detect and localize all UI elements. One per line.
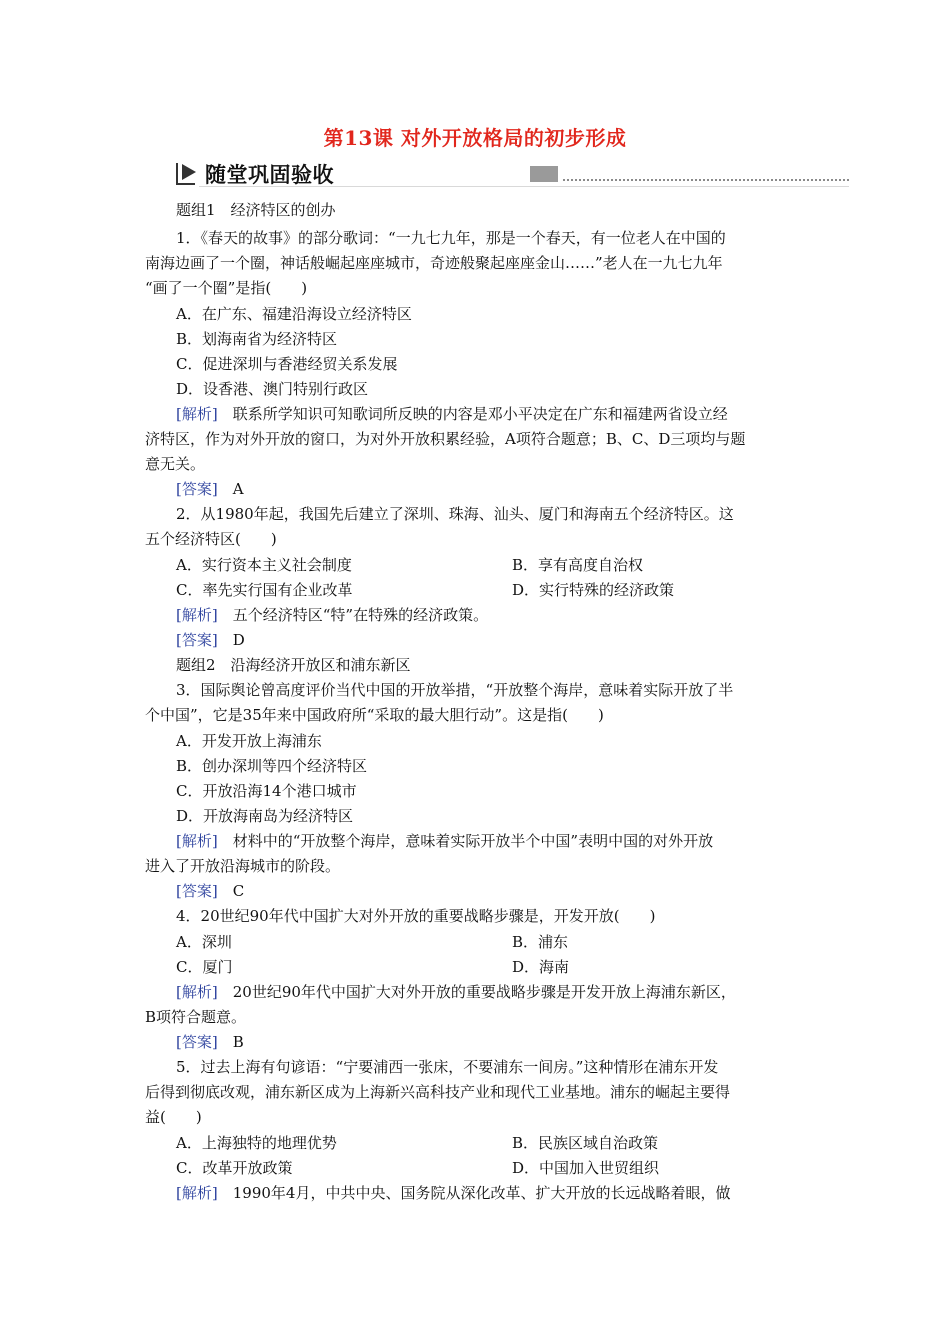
q5-option: A．上海独特的地理优势: [176, 1134, 337, 1152]
q5-option: D．中国加入世贸组织: [512, 1159, 660, 1177]
analysis-tag: [解析]: [176, 983, 218, 1001]
q1-option: B．划海南省为经济特区: [176, 330, 338, 348]
analysis-tag: [解析]: [176, 1184, 218, 1202]
q2-option: B．享有高度自治权: [512, 556, 644, 574]
q4-stem-line: 4．20世纪90年代中国扩大对外开放的重要战略步骤是，开发开放( ): [176, 907, 656, 925]
q1-answer: [176, 479, 244, 499]
analysis-tag: [解析]: [176, 405, 218, 423]
q3-option: D．开放海南岛为经济特区: [176, 807, 354, 825]
q2-option: C．率先实行国有企业改革: [176, 581, 353, 599]
q5-stem-line: 后得到彻底改观，浦东新区成为上海新兴高科技产业和现代工业基地。浦东的崛起主要得: [145, 1083, 731, 1101]
q1-option: D．设香港、澳门特别行政区: [176, 380, 369, 398]
q2-answer: [176, 630, 245, 650]
group-heading-1: 题组1 经济特区的创办: [176, 201, 336, 219]
q4-analysis-line: B项符合题意。: [145, 1008, 247, 1026]
q2-analysis-text: 五个经济特区“特”在特殊的经济政策。: [232, 606, 489, 624]
q3-stem-line: 3．国际舆论曾高度评价当代中国的开放举措，“开放整个海岸，意味着实际开放了半: [176, 681, 734, 699]
q4-answer-value: B: [232, 1033, 244, 1051]
q3-analysis: [176, 831, 713, 851]
banner-gray-block: [530, 166, 558, 182]
answer-tag: [答案]: [176, 1033, 218, 1051]
banner-underline: [199, 186, 849, 187]
section-banner-title: 随堂巩固验收: [205, 163, 334, 187]
q1-stem-line: 南海边画了一个圈，神话般崛起座座城市，奇迹般聚起座座金山……”老人在一九七九年: [145, 254, 723, 272]
q3-analysis-text: 材料中的“开放整个海岸，意味着实际开放半个中国”表明中国的对外开放: [232, 832, 714, 850]
q4-analysis-text: 20世纪90年代中国扩大对外开放的重要战略步骤是开发开放上海浦东新区，: [232, 983, 736, 1001]
q3-stem-line: 个中国”，它是35年来中国政府所“采取的最大胆行动”。这是指( ): [145, 706, 604, 724]
q1-analysis-line: 济特区，作为对外开放的窗口，为对外开放积累经验，A项符合题意；B、C、D三项均与题: [145, 430, 746, 448]
q4-answer: [176, 1032, 244, 1052]
q2-option: A．实行资本主义社会制度: [176, 556, 352, 574]
q3-answer-value: C: [232, 882, 245, 900]
q2-stem-line: 五个经济特区( ): [145, 530, 277, 548]
q3-option: B．创办深圳等四个经济特区: [176, 757, 368, 775]
q5-stem-line: 5．过去上海有句谚语：“宁要浦西一张床，不要浦东一间房。”这种情形在浦东开发: [176, 1058, 719, 1076]
play-arrow-icon: [175, 160, 199, 186]
q4-option: B．浦东: [512, 933, 569, 951]
q4-option: A．深圳: [176, 933, 232, 951]
q5-analysis-text: 1990年4月，中共中央、国务院从深化改革、扩大开放的长远战略着眼，做: [232, 1184, 731, 1202]
group-heading-2: 题组2 沿海经济开放区和浦东新区: [176, 656, 411, 674]
answer-tag: [答案]: [176, 480, 218, 498]
q2-answer-value: D: [232, 631, 245, 649]
q1-analysis: [176, 404, 728, 424]
page-title: 第13课 对外开放格局的初步形成: [323, 126, 627, 150]
q1-option: C．促进深圳与香港经贸关系发展: [176, 355, 398, 373]
q1-stem-line: “画了一个圈”是指( ): [145, 279, 308, 297]
q3-analysis-line: 进入了开放沿海城市的阶段。: [145, 857, 341, 875]
q5-analysis: [176, 1183, 730, 1203]
answer-tag: [答案]: [176, 631, 218, 649]
q1-answer-value: A: [232, 480, 244, 498]
banner-dotted-rule: [563, 179, 849, 181]
q4-analysis: [176, 982, 736, 1002]
analysis-tag: [解析]: [176, 832, 218, 850]
q4-option: D．海南: [512, 958, 570, 976]
q2-option: D．实行特殊的经济政策: [512, 581, 675, 599]
q1-stem-line: 1．《春天的故事》的部分歌词：“一九七九年，那是一个春天，有一位老人在中国的: [176, 229, 726, 247]
q3-option: A．开发开放上海浦东: [176, 732, 322, 750]
q1-option: A．在广东、福建沿海设立经济特区: [176, 305, 412, 323]
q3-option: C．开放沿海14个港口城市: [176, 782, 357, 800]
q3-answer: [176, 881, 244, 901]
q5-stem-line: 益( ): [145, 1108, 202, 1126]
q2-stem-line: 2．从1980年起，我国先后建立了深圳、珠海、汕头、厦门和海南五个经济特区。这: [176, 505, 734, 523]
section-banner: [175, 158, 855, 190]
answer-tag: [答案]: [176, 882, 218, 900]
q5-option: B．民族区域自治政策: [512, 1134, 659, 1152]
q1-analysis-text: 联系所学知识可知歌词所反映的内容是邓小平决定在广东和福建两省设立经: [232, 405, 728, 423]
q5-option: C．改革开放政策: [176, 1159, 293, 1177]
analysis-tag: [解析]: [176, 606, 218, 624]
q2-analysis: [176, 605, 488, 625]
q1-analysis-line: 意无关。: [145, 455, 206, 473]
q4-option: C．厦门: [176, 958, 233, 976]
